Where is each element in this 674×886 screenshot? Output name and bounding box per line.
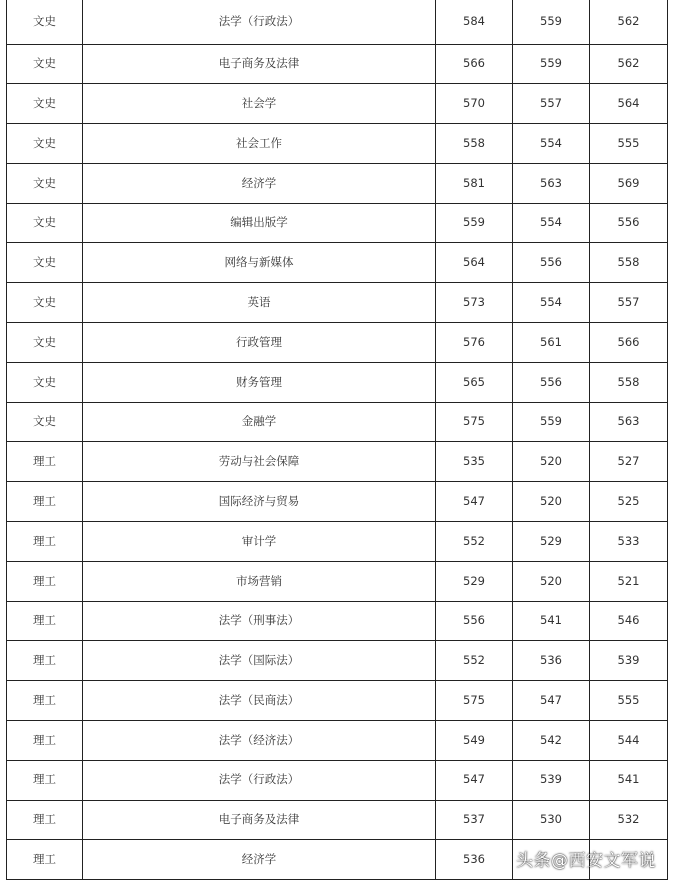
cell-major: 国际经济与贸易 xyxy=(83,482,436,522)
cell-major: 经济学 xyxy=(83,840,436,880)
table-row xyxy=(7,442,668,482)
cell-max-score: 547 xyxy=(436,760,513,800)
cell-major: 审计学 xyxy=(83,522,436,562)
cell-min-score: 554 xyxy=(513,203,590,243)
cell-major: 法学（行政法） xyxy=(83,760,436,800)
cell-avg-score: 525 xyxy=(590,482,668,522)
cell-category: 理工 xyxy=(7,601,83,641)
cell-avg-score: 541 xyxy=(590,760,668,800)
cell-category: 文史 xyxy=(7,283,83,323)
cell-avg-score: 558 xyxy=(590,243,668,283)
cell-max-score: 565 xyxy=(436,362,513,402)
cell-category: 理工 xyxy=(7,760,83,800)
cell-major: 电子商务及法律 xyxy=(83,44,436,84)
cell-max-score: 558 xyxy=(436,124,513,164)
cell-major: 劳动与社会保障 xyxy=(83,442,436,482)
table-row xyxy=(7,402,668,442)
cell-max-score: 556 xyxy=(436,601,513,641)
cell-max-score: 564 xyxy=(436,243,513,283)
table-row xyxy=(7,0,668,44)
cell-min-score: 542 xyxy=(513,721,590,761)
table-row xyxy=(7,561,668,601)
table-row xyxy=(7,641,668,681)
cell-avg-score: 532 xyxy=(590,800,668,840)
cell-min-score: 563 xyxy=(513,163,590,203)
cell-max-score: 576 xyxy=(436,323,513,363)
cell-max-score: 575 xyxy=(436,681,513,721)
table-row xyxy=(7,362,668,402)
cell-category: 文史 xyxy=(7,362,83,402)
cell-category: 理工 xyxy=(7,561,83,601)
table-row xyxy=(7,800,668,840)
table-row xyxy=(7,323,668,363)
cell-category: 理工 xyxy=(7,442,83,482)
cell-major: 财务管理 xyxy=(83,362,436,402)
cell-category: 文史 xyxy=(7,402,83,442)
cell-avg-score: 556 xyxy=(590,203,668,243)
cell-min-score: 520 xyxy=(513,442,590,482)
cell-avg-score: 533 xyxy=(590,522,668,562)
table-row xyxy=(7,44,668,84)
cell-category: 理工 xyxy=(7,681,83,721)
cell-category: 文史 xyxy=(7,243,83,283)
score-table-container xyxy=(6,0,667,880)
cell-min-score: 520 xyxy=(513,482,590,522)
cell-max-score: 537 xyxy=(436,800,513,840)
cell-max-score: 535 xyxy=(436,442,513,482)
cell-min-score: 556 xyxy=(513,243,590,283)
cell-category: 理工 xyxy=(7,522,83,562)
cell-category: 文史 xyxy=(7,84,83,124)
cell-major: 行政管理 xyxy=(83,323,436,363)
cell-major: 电子商务及法律 xyxy=(83,800,436,840)
cell-max-score: 552 xyxy=(436,641,513,681)
cell-category: 文史 xyxy=(7,124,83,164)
cell-major: 网络与新媒体 xyxy=(83,243,436,283)
cell-avg-score: 563 xyxy=(590,402,668,442)
cell-avg-score: 555 xyxy=(590,681,668,721)
table-row xyxy=(7,721,668,761)
cell-avg-score: 569 xyxy=(590,163,668,203)
cell-major: 法学（国际法） xyxy=(83,641,436,681)
cell-major: 金融学 xyxy=(83,402,436,442)
cell-major: 编辑出版学 xyxy=(83,203,436,243)
cell-min-score: 539 xyxy=(513,760,590,800)
cell-min-score: 556 xyxy=(513,362,590,402)
cell-category: 理工 xyxy=(7,800,83,840)
cell-max-score: 581 xyxy=(436,163,513,203)
cell-major: 市场营销 xyxy=(83,561,436,601)
cell-max-score: 552 xyxy=(436,522,513,562)
table-row xyxy=(7,124,668,164)
table-row xyxy=(7,601,668,641)
cell-avg-score: 539 xyxy=(590,641,668,681)
watermark-text: 头条@西安文军说 xyxy=(516,851,656,871)
cell-category: 文史 xyxy=(7,203,83,243)
cell-avg-score: 564 xyxy=(590,84,668,124)
table-row xyxy=(7,283,668,323)
cell-avg-score: 562 xyxy=(590,44,668,84)
cell-avg-score: 557 xyxy=(590,283,668,323)
cell-max-score: 566 xyxy=(436,44,513,84)
table-row xyxy=(7,84,668,124)
cell-max-score: 573 xyxy=(436,283,513,323)
table-row xyxy=(7,681,668,721)
cell-max-score: 536 xyxy=(436,840,513,880)
cell-min-score: 541 xyxy=(513,601,590,641)
cell-max-score: 529 xyxy=(436,561,513,601)
cell-major: 法学（刑事法） xyxy=(83,601,436,641)
cell-min-score: 561 xyxy=(513,323,590,363)
cell-max-score: 570 xyxy=(436,84,513,124)
table-row xyxy=(7,760,668,800)
cell-min-score: 554 xyxy=(513,283,590,323)
cell-min-score: 529 xyxy=(513,522,590,562)
cell-major: 法学（行政法） xyxy=(83,0,436,44)
score-table-body xyxy=(7,0,668,880)
cell-major: 法学（经济法） xyxy=(83,721,436,761)
cell-category: 文史 xyxy=(7,323,83,363)
cell-category: 理工 xyxy=(7,840,83,880)
cell-min-score: 520 xyxy=(513,561,590,601)
cell-avg-score: 555 xyxy=(590,124,668,164)
cell-avg-score: 527 xyxy=(590,442,668,482)
cell-min-score: 530 xyxy=(513,800,590,840)
cell-major: 社会学 xyxy=(83,84,436,124)
cell-min-score: 559 xyxy=(513,0,590,44)
cell-avg-score: 546 xyxy=(590,601,668,641)
cell-category: 文史 xyxy=(7,163,83,203)
cell-category: 理工 xyxy=(7,482,83,522)
table-row xyxy=(7,203,668,243)
cell-min-score: 557 xyxy=(513,84,590,124)
cell-category: 文史 xyxy=(7,44,83,84)
table-row xyxy=(7,522,668,562)
cell-avg-score: 558 xyxy=(590,362,668,402)
score-table xyxy=(6,0,668,880)
cell-min-score: 559 xyxy=(513,402,590,442)
cell-major: 经济学 xyxy=(83,163,436,203)
cell-max-score: 584 xyxy=(436,0,513,44)
table-row xyxy=(7,163,668,203)
cell-min-score: 547 xyxy=(513,681,590,721)
cell-max-score: 547 xyxy=(436,482,513,522)
cell-max-score: 559 xyxy=(436,203,513,243)
cell-avg-score: 521 xyxy=(590,561,668,601)
cell-major: 英语 xyxy=(83,283,436,323)
cell-avg-score: 566 xyxy=(590,323,668,363)
cell-category: 理工 xyxy=(7,641,83,681)
cell-avg-score: 562 xyxy=(590,0,668,44)
cell-max-score: 549 xyxy=(436,721,513,761)
table-row xyxy=(7,243,668,283)
cell-avg-score: 544 xyxy=(590,721,668,761)
cell-category: 理工 xyxy=(7,721,83,761)
cell-min-score: 536 xyxy=(513,641,590,681)
cell-min-score: 559 xyxy=(513,44,590,84)
cell-major: 法学（民商法） xyxy=(83,681,436,721)
cell-min-score: 554 xyxy=(513,124,590,164)
cell-category: 文史 xyxy=(7,0,83,44)
table-row xyxy=(7,482,668,522)
cell-major: 社会工作 xyxy=(83,124,436,164)
cell-max-score: 575 xyxy=(436,402,513,442)
